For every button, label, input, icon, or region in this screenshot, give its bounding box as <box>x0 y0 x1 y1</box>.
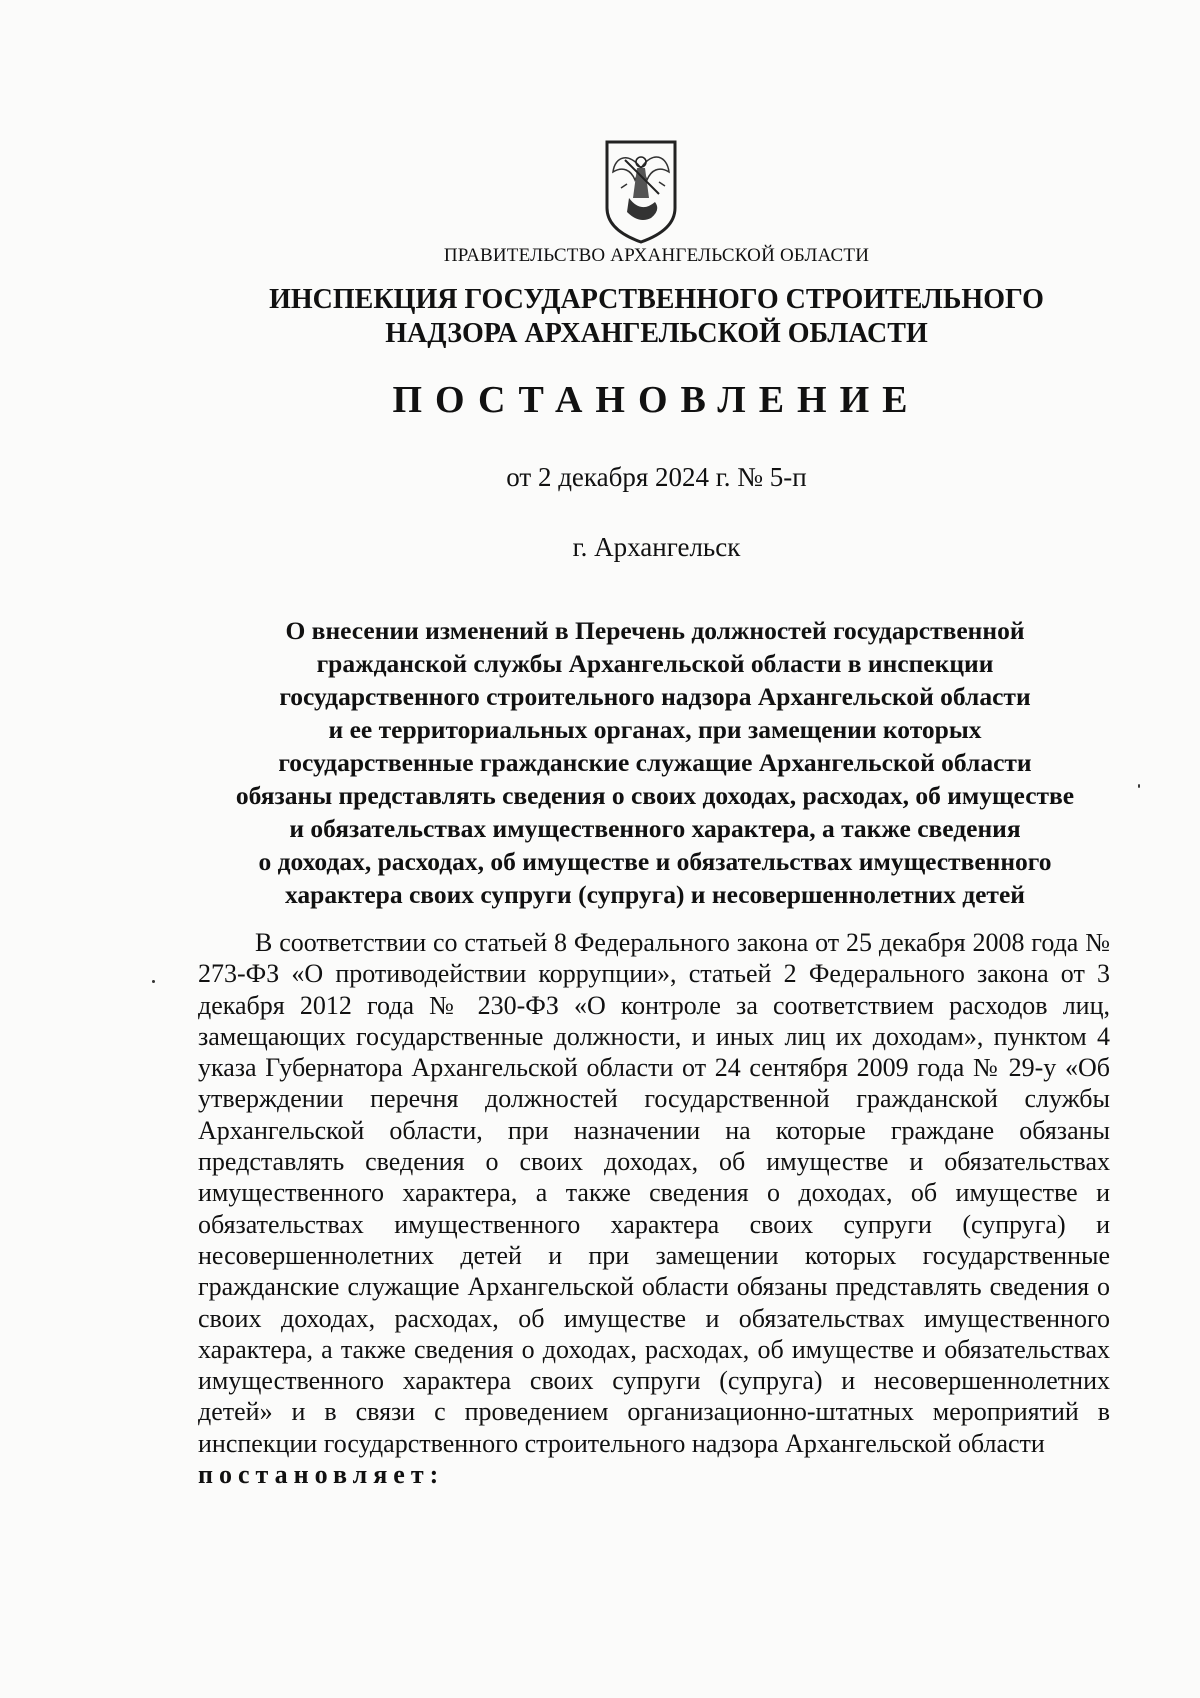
body-paragraph <box>198 927 1110 1490</box>
body-text: В соответствии со статьей 8 Федерального закона от 25 декабря 2008 года № 273-ФЗ «О противодействии коррупции», статьей 2 Федерального закона от 3 декабря 2012 года № 230-ФЗ «О контроле за соответствием расходов лиц, замещающих государственные должности, и иных лиц их доходам», пунктом 4 указа Губернатора Архангельской области от 24 сентября 2009 года № 29-у «Об утверждении перечня должностей государственной гражданской службы Архангельской области, при назначении на которые граждане обязаны представлять сведения о своих доходах, об имуществе и обязательствах имущественного характера, а также сведения о доходах, об имуществе и обязательствах имущественного характера своих супруги (супруга) и несовершеннолетних детей и при замещении которых государственные гражданские служащие Архангельской области обязаны представлять сведения о своих доходах, расходах, об имуществе и обязательствах имущественного характера, а также сведения о доходах, расходах, об имуществе и обязательствах имущественного характера своих супруги (супруга) и несовершеннолетних детей» и в связи с проведением организационно-штатных мероприятий в инспекции государственного строительного надзора Архангельской области <box>198 928 1110 1458</box>
document-type-title: ПОСТАНОВЛЕНИЕ <box>392 379 921 421</box>
resolution-verb: постановляет: <box>198 1460 445 1490</box>
inspection-name-line2: НАДЗОРА АРХАНГЕЛЬСКОЙ ОБЛАСТИ <box>385 318 928 349</box>
inspection-name <box>0 283 1200 351</box>
date-and-number: от 2 декабря 2024 г. № 5-п <box>506 462 807 492</box>
subject-line: гражданской службы Архангельской области в инспекции <box>316 649 994 678</box>
subject-line: обязаны представлять сведения о своих доходах, расходах, об имуществе <box>235 781 1075 810</box>
subject-line: О внесении изменений в Перечень должностей государственной <box>285 616 1025 645</box>
scan-speck <box>1138 784 1140 788</box>
subject-line: и ее территориальных органах, при замещении которых <box>328 715 982 744</box>
subject-line: государственного строительного надзора Архангельской области <box>279 682 1031 711</box>
city: г. Архангельск <box>572 532 741 562</box>
scan-speck <box>152 980 155 983</box>
government-name: ПРАВИТЕЛЬСТВО АРХАНГЕЛЬСКОЙ ОБЛАСТИ <box>443 245 870 266</box>
coat-of-arms-icon <box>603 138 679 246</box>
subject-line: и обязательствах имущественного характера, а также сведения <box>289 814 1021 843</box>
subject-line: о доходах, расходах, об имуществе и обязательствах имущественного <box>258 847 1052 876</box>
subject-line: характера своих супруги (супруга) и несовершеннолетних детей <box>285 880 1025 909</box>
document-subject <box>200 614 1110 911</box>
inspection-name-line1: ИНСПЕКЦИЯ ГОСУДАРСТВЕННОГО СТРОИТЕЛЬНОГО <box>269 284 1044 315</box>
subject-line: государственные гражданские служащие Архангельской области <box>278 748 1032 777</box>
